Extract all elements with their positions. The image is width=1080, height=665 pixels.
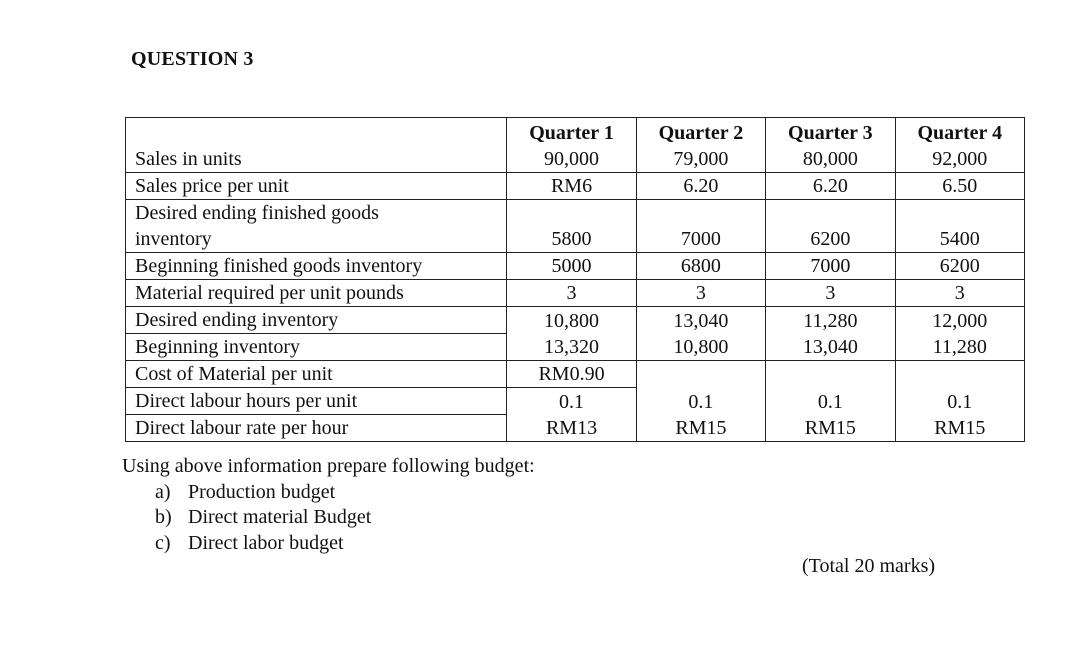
table-cell: RM15	[636, 415, 765, 442]
list-item-text: Direct labor budget	[188, 531, 344, 554]
row-label-beginning-inventory: Beginning inventory	[126, 334, 507, 361]
table-row	[126, 146, 1025, 173]
column-header-quarter-2: Quarter 2	[636, 118, 765, 147]
table-cell	[636, 361, 765, 388]
row-label-desired-ending-fg	[126, 200, 507, 253]
table-cell: 13,040	[766, 334, 895, 361]
table-cell: 7000	[766, 253, 895, 280]
table-cell: RM13	[507, 415, 636, 442]
table-cell: 5000	[507, 253, 636, 280]
table-row	[126, 200, 1025, 253]
column-header-quarter-4: Quarter 4	[895, 118, 1024, 147]
table-cell: 3	[636, 280, 765, 307]
row-label-desired-ending-inventory: Desired ending inventory	[126, 307, 507, 334]
table-cell: 6800	[636, 253, 765, 280]
row-label-beginning-fg: Beginning finished goods inventory	[126, 253, 507, 280]
table-cell: RM0.90	[507, 361, 636, 388]
table-cell	[766, 361, 895, 388]
budget-task-list	[122, 480, 535, 557]
table-cell: RM6	[507, 173, 636, 200]
list-item	[122, 480, 535, 506]
table-cell: 5400	[895, 200, 1024, 253]
table-cell: 13,320	[507, 334, 636, 361]
row-label-line: inventory	[135, 228, 212, 250]
list-item-text: Direct material Budget	[188, 506, 372, 528]
instructions-block	[122, 454, 535, 556]
table-row	[126, 361, 1025, 388]
table-cell: 11,280	[766, 307, 895, 334]
table-row	[126, 173, 1025, 200]
table-cell: 0.1	[895, 388, 1024, 415]
table-row	[126, 415, 1025, 442]
table-cell: 10,800	[636, 334, 765, 361]
table-cell: 6.20	[766, 173, 895, 200]
table-cell: RM15	[895, 415, 1024, 442]
column-header-quarter-3: Quarter 3	[766, 118, 895, 147]
header-empty-cell	[126, 118, 507, 147]
row-label-sales-units: Sales in units	[126, 146, 507, 173]
table-row	[126, 253, 1025, 280]
table-cell: 11,280	[895, 334, 1024, 361]
table-cell: 3	[507, 280, 636, 307]
table-cell: 10,800	[507, 307, 636, 334]
list-item	[122, 531, 535, 557]
table-row	[126, 280, 1025, 307]
row-label-material-required: Material required per unit pounds	[126, 280, 507, 307]
column-header-quarter-1: Quarter 1	[507, 118, 636, 147]
table-cell: 6.50	[895, 173, 1024, 200]
list-item	[122, 505, 535, 531]
table-cell: RM15	[766, 415, 895, 442]
list-item-text: Production budget	[188, 480, 336, 503]
table-cell: 0.1	[636, 388, 765, 415]
table-cell: 90,000	[507, 146, 636, 173]
table-cell: 7000	[636, 200, 765, 253]
table-row	[126, 334, 1025, 361]
budget-data-table	[125, 117, 1025, 442]
table-row	[126, 388, 1025, 415]
table-cell: 80,000	[766, 146, 895, 173]
table-cell: 13,040	[636, 307, 765, 334]
table-cell: 0.1	[507, 388, 636, 415]
row-label-line: Desired ending finished goods	[135, 202, 379, 224]
table-cell: 12,000	[895, 307, 1024, 334]
list-marker: a)	[155, 480, 171, 503]
table-cell: 6.20	[636, 173, 765, 200]
instructions-intro: Using above information prepare following budget:	[122, 455, 535, 477]
table-cell: 3	[766, 280, 895, 307]
total-marks: (Total 20 marks)	[802, 555, 936, 577]
row-label-sales-price: Sales price per unit	[126, 173, 507, 200]
row-label-labour-hours: Direct labour hours per unit	[126, 388, 507, 415]
table-cell	[895, 361, 1024, 388]
list-marker: c)	[155, 531, 171, 554]
table-cell: 92,000	[895, 146, 1024, 173]
table-cell: 5800	[507, 200, 636, 253]
table-cell: 3	[895, 280, 1024, 307]
table-cell: 0.1	[766, 388, 895, 415]
table-cell: 6200	[895, 253, 1024, 280]
row-label-cost-of-material: Cost of Material per unit	[126, 361, 507, 388]
table-cell: 79,000	[636, 146, 765, 173]
table-cell: 6200	[766, 200, 895, 253]
table-header-row	[126, 118, 1025, 147]
list-marker: b)	[155, 506, 172, 528]
row-label-labour-rate: Direct labour rate per hour	[126, 415, 507, 442]
table-row	[126, 307, 1025, 334]
question-heading: QUESTION 3	[131, 48, 254, 70]
